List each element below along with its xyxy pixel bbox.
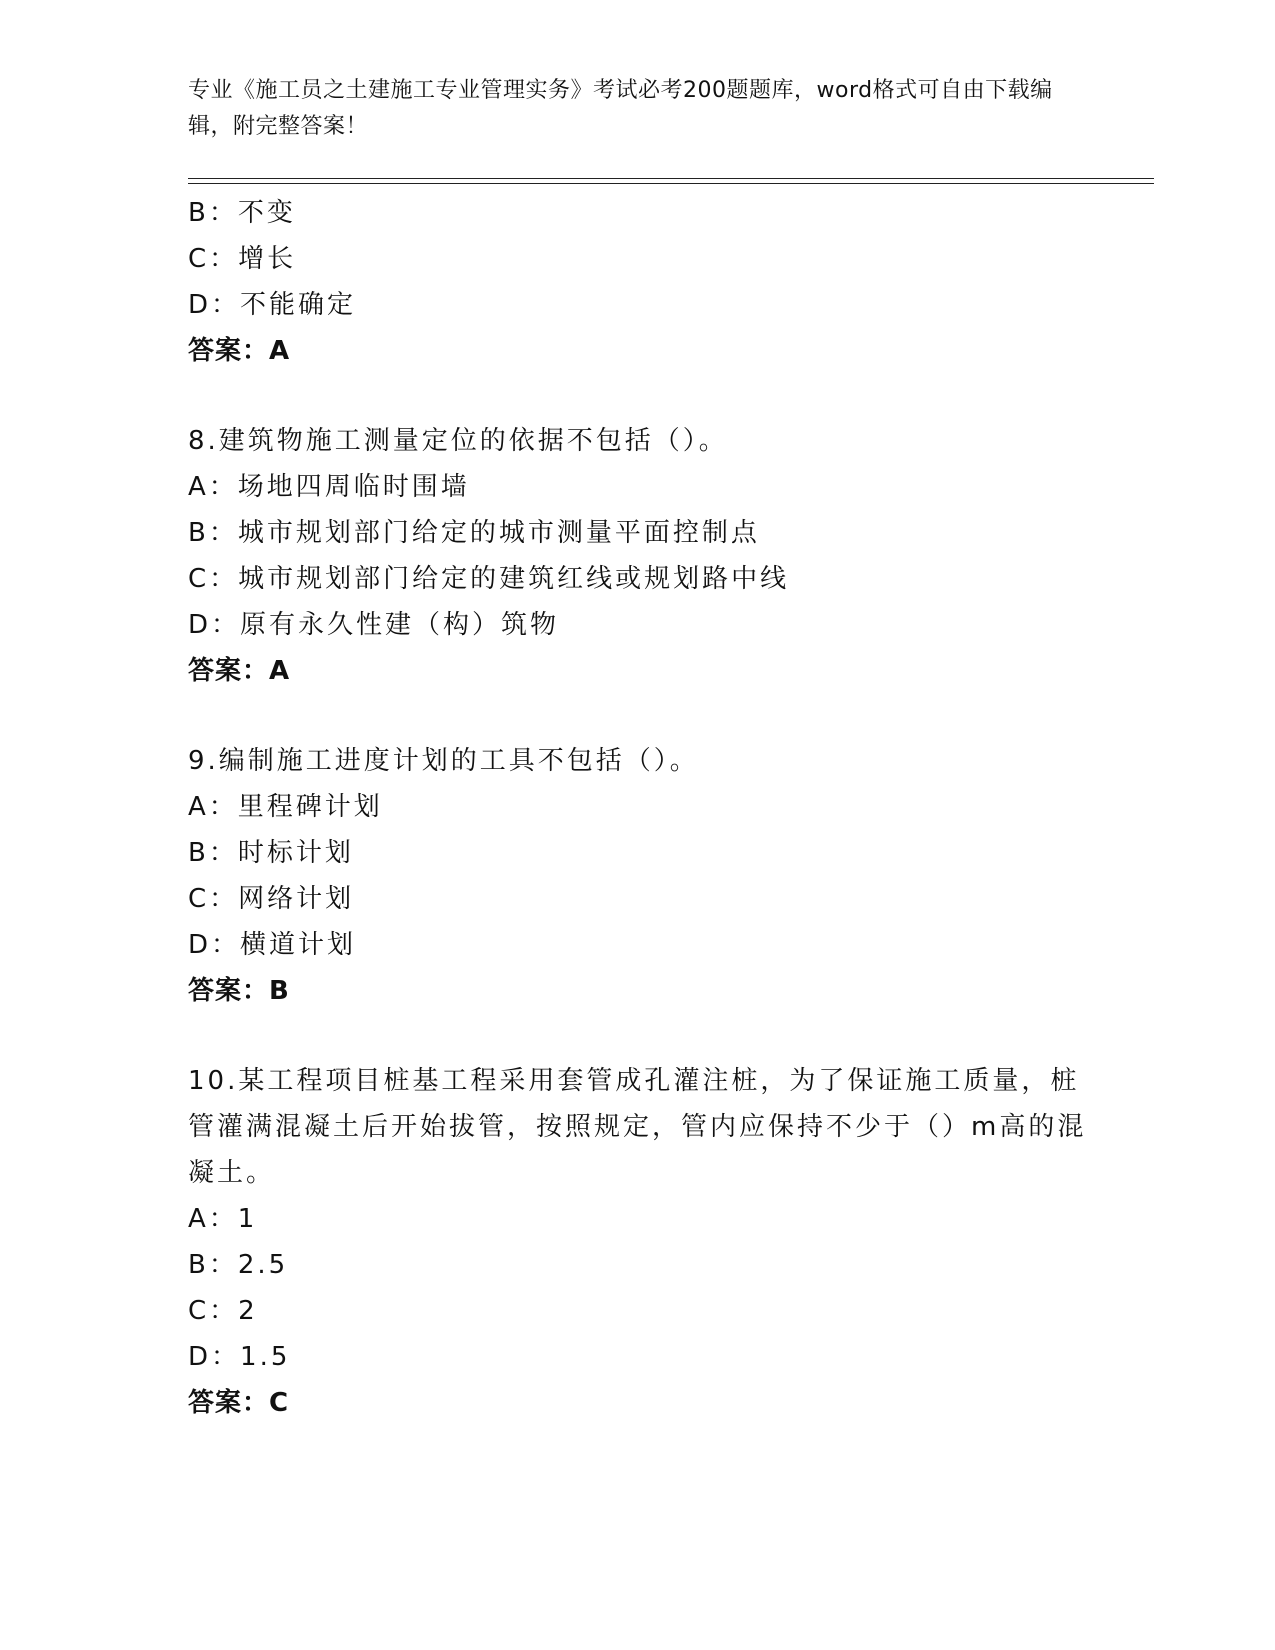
answer: 答案：A (188, 336, 291, 366)
option-c: C：增长 (188, 244, 297, 274)
option-c: C：城市规划部门给定的建筑红线或规划路中线 (188, 564, 790, 594)
option-c: C：2 (188, 1296, 258, 1326)
option-c: C：网络计划 (188, 884, 355, 914)
spacer (188, 694, 1088, 738)
option-b: B：不变 (188, 198, 296, 228)
header-rule-top (188, 178, 1154, 179)
question-8 (188, 418, 1088, 694)
answer: 答案：A (188, 656, 291, 686)
option-b: B：城市规划部门给定的城市测量平面控制点 (188, 518, 760, 548)
question-stem: 8.建筑物施工测量定位的依据不包括（）。 (188, 426, 728, 456)
question-9 (188, 738, 1088, 1014)
question-content (188, 190, 1088, 1426)
answer: 答案：B (188, 976, 290, 1006)
option-b: B：时标计划 (188, 838, 354, 868)
option-a: A：1 (188, 1204, 258, 1234)
answer: 答案：C (188, 1388, 290, 1418)
continued-question (188, 190, 1088, 374)
option-d: D：1.5 (188, 1342, 291, 1372)
option-d: D：原有永久性建（构）筑物 (188, 610, 560, 640)
document-header: 专业《施工员之土建施工专业管理实务》考试必考200题题库，word格式可自由下载编辑，附完整答案！ (188, 78, 1053, 139)
option-d: D：不能确定 (188, 290, 357, 320)
option-a: A：里程碑计划 (188, 792, 383, 822)
header-rule-bottom (188, 183, 1154, 184)
question-stem: 10.某工程项目桩基工程采用套管成孔灌注桩，为了保证施工质量，桩管灌满混凝土后开始拔管，按照规定，管内应保持不少于（）m高的混凝土。 (188, 1066, 1087, 1188)
option-d: D：横道计划 (188, 930, 357, 960)
spacer (188, 374, 1088, 418)
option-a: A：场地四周临时围墙 (188, 472, 470, 502)
question-10 (188, 1058, 1088, 1426)
spacer (188, 1014, 1088, 1058)
option-b: B：2.5 (188, 1250, 289, 1280)
question-stem: 9.编制施工进度计划的工具不包括（）。 (188, 746, 699, 776)
